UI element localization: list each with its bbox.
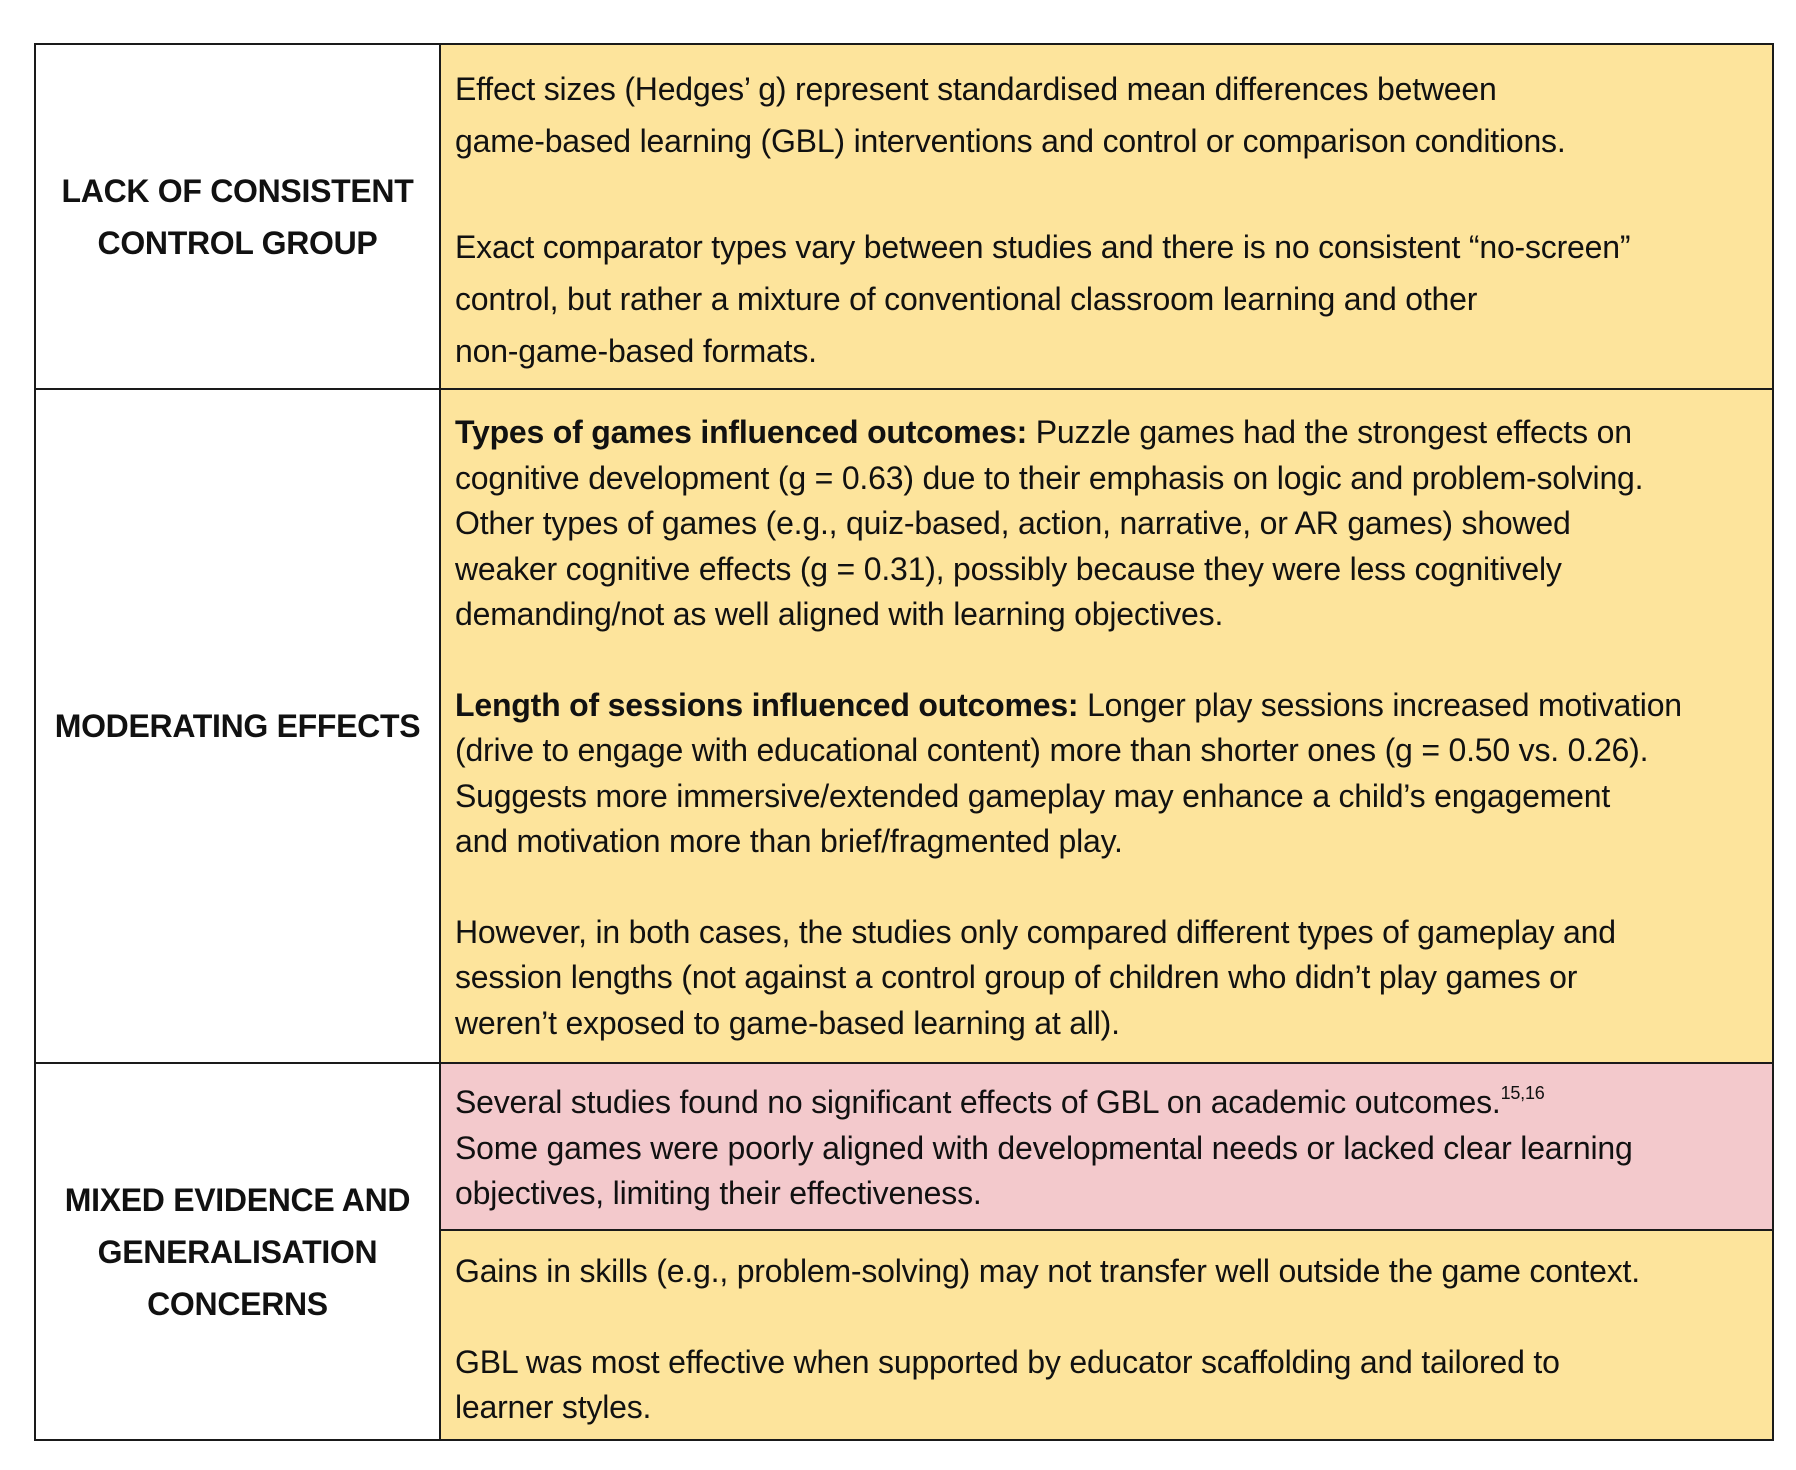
text-line: non-game-based formats. [455,333,817,369]
text-line: learner styles. [455,1389,652,1425]
text-line: weren’t exposed to game-based learning at all). [455,1004,1120,1041]
paragraph [455,63,1758,167]
label-line: CONCERNS [147,1285,328,1322]
paragraph-however [455,910,1758,1047]
paragraph [455,1249,1758,1295]
row-control-group [35,44,1773,389]
text-line: cognitive development (g = 0.63) due to their emphasis on logic and problem-solving. [455,459,1644,496]
paragraph [455,1080,1758,1217]
evidence-table [34,43,1774,1441]
text-line: Longer play sessions increased motivation [1078,686,1682,723]
paragraph-game-types [455,410,1758,638]
cell-generalisation [440,1230,1773,1440]
citation-superscript: 15,16 [1500,1083,1545,1103]
text-line: objectives, limiting their effectiveness. [455,1175,982,1211]
label-line: LACK OF CONSISTENT [61,172,414,209]
cell-no-significant-effects [440,1063,1773,1230]
text-line: Exact comparator types vary between studies and there is no consistent “no-screen” [455,229,1631,265]
text-line: (drive to engage with educational content) more than shorter ones (g = 0.50 vs. 0.26). [455,732,1649,768]
text-line: control, but rather a mixture of conventional classroom learning and other [455,281,1478,317]
row-label-control-group [35,44,440,389]
text-line: Several studies found no significant effects of GBL on academic outcomes. [455,1084,1501,1120]
text-line: and motivation more than brief/fragmented play. [455,823,1123,859]
text-line: Some games were poorly aligned with developmental needs or lacked clear learning [455,1129,1633,1166]
label-line: MIXED EVIDENCE AND [64,1181,411,1218]
text-line: Suggests more immersive/extended gameplay may enhance a child’s engagement [455,777,1611,814]
label-line: GENERALISATION [97,1233,378,1270]
label-line: CONTROL GROUP [97,224,378,261]
text-line: game-based learning (GBL) interventions and control or comparison conditions. [455,123,1566,159]
text-line: Puzzle games had the strongest effects on [1027,414,1632,450]
text-line: GBL was most effective when supported by educator scaffolding and tailored to [455,1343,1560,1380]
cell-control-group [440,44,1773,389]
paragraph-session-length [455,683,1758,865]
text-line: demanding/not as well aligned with learning objectives. [455,596,1224,632]
paragraph [455,1340,1758,1431]
text-line: session lengths (not against a control group of children who didn’t play games or [455,959,1578,995]
row-moderating-effects [35,389,1773,1063]
bold-heading: Length of sessions influenced outcomes: [455,686,1079,723]
cell-moderating-effects [440,389,1773,1063]
text-line: Other types of games (e.g., quiz-based, action, narrative, or AR games) showed [455,505,1571,541]
row-label-mixed-evidence [35,1063,440,1440]
row-mixed-evidence [35,1063,1773,1230]
paragraph [455,221,1758,377]
text-line: Gains in skills (e.g., problem-solving) may not transfer well outside the game context. [455,1253,1640,1289]
text-line: weaker cognitive effects (g = 0.31), possibly because they were less cognitively [455,550,1562,587]
label-line: MODERATING EFFECTS [54,708,421,744]
bold-heading: Types of games influenced outcomes: [455,414,1028,450]
text-line: Effect sizes (Hedges’ g) represent standardised mean differences between [455,71,1497,107]
text-line: However, in both cases, the studies only compared different types of gameplay and [455,913,1616,950]
row-label-moderating-effects [35,389,440,1063]
